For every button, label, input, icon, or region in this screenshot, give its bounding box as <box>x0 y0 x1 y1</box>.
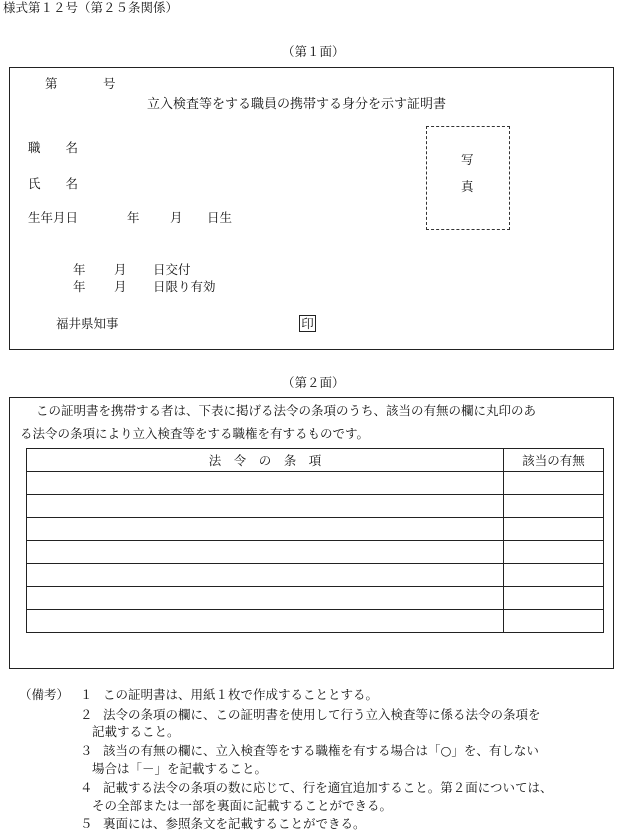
governor-label: 福井県知事 <box>56 316 119 331</box>
dob-day: 日生 <box>207 210 233 225</box>
dob-month: 月 <box>170 210 183 225</box>
law-cell[interactable] <box>27 587 504 610</box>
remark-2a: 法令の条項の欄に、この証明書を使用して行う立入検査等に係る法令の条項を <box>103 707 541 722</box>
table-row <box>27 518 604 541</box>
intro-line-2: る法令の条項により立入検査等をする職権を有するものです。 <box>20 426 370 441</box>
law-cell[interactable] <box>27 610 504 633</box>
remark-1-number: １ <box>80 687 93 702</box>
law-table <box>26 448 604 633</box>
table-header-row <box>27 449 604 472</box>
remark-3-number: ３ <box>80 743 93 758</box>
table-row <box>27 564 604 587</box>
remark-3a: 該当の有無の欄に、立入検査等をする職権を有する場合は「○」を、有しない <box>103 743 539 758</box>
table-row <box>27 610 604 633</box>
remark-1: この証明書は、用紙１枚で作成することとする。 <box>103 687 379 702</box>
dob-label: 生年月日 <box>28 210 79 225</box>
table-row <box>27 472 604 495</box>
page2-label: （第２面） <box>282 375 345 390</box>
applicable-cell[interactable] <box>504 472 604 495</box>
issue-year: 年 <box>73 262 86 277</box>
applicable-cell[interactable] <box>504 564 604 587</box>
law-cell[interactable] <box>27 472 504 495</box>
applicable-cell[interactable] <box>504 495 604 518</box>
certificate-title: 立入検査等をする職員の携帯する身分を示す証明書 <box>147 97 447 112</box>
remark-4-number: ４ <box>80 780 93 795</box>
law-cell[interactable] <box>27 564 504 587</box>
page1-certificate <box>9 67 614 350</box>
remark-3b: 場合は「－」を記載すること。 <box>92 761 268 776</box>
applicable-header: 該当の有無 <box>504 449 604 472</box>
page2-certificate <box>9 397 614 669</box>
applicable-cell[interactable] <box>504 541 604 564</box>
remarks-label: （備考） <box>19 687 70 702</box>
table-row <box>27 495 604 518</box>
law-cell[interactable] <box>27 541 504 564</box>
remark-5: 裏面には、参照条文を記載することができる。 <box>103 816 366 831</box>
remark-4b: その全部または一部を裏面に記載することができる。 <box>92 798 393 813</box>
remark-5-number: ５ <box>80 816 93 831</box>
photo-label-1: 写 <box>461 152 474 167</box>
valid-until: 日限り有効 <box>153 279 216 294</box>
applicable-cell[interactable] <box>504 518 604 541</box>
page1-label: （第１面） <box>282 44 345 59</box>
table-row <box>27 541 604 564</box>
intro-line-1: この証明書を携帯する者は、下表に掲げる法令の条項のうち、該当の有無の欄に丸印のあ <box>36 403 537 418</box>
issue-month: 月 <box>114 262 127 277</box>
applicable-cell[interactable] <box>504 587 604 610</box>
issue-day: 日交付 <box>153 262 191 277</box>
law-clause-header: 法 令 の 条 項 <box>27 449 504 472</box>
valid-month: 月 <box>114 279 127 294</box>
remark-2b: 記載すること。 <box>92 724 180 739</box>
number-suffix: 号 <box>103 76 116 91</box>
law-cell[interactable] <box>27 495 504 518</box>
seal-mark: 印 <box>299 315 316 332</box>
form-number: 様式第１２号（第２５条関係） <box>3 0 179 15</box>
photo-box <box>426 126 510 230</box>
dob-year: 年 <box>127 210 140 225</box>
job-title-label: 職 名 <box>28 140 79 155</box>
remark-4a: 記載する法令の条項の数に応じて、行を適宜追加すること。第２面については、 <box>103 780 553 795</box>
applicable-cell[interactable] <box>504 610 604 633</box>
remark-2-number: ２ <box>80 707 93 722</box>
table-row <box>27 587 604 610</box>
valid-year: 年 <box>73 279 86 294</box>
photo-label-2: 真 <box>461 179 474 194</box>
law-cell[interactable] <box>27 518 504 541</box>
name-label: 氏 名 <box>28 176 79 191</box>
number-prefix: 第 <box>45 76 58 91</box>
